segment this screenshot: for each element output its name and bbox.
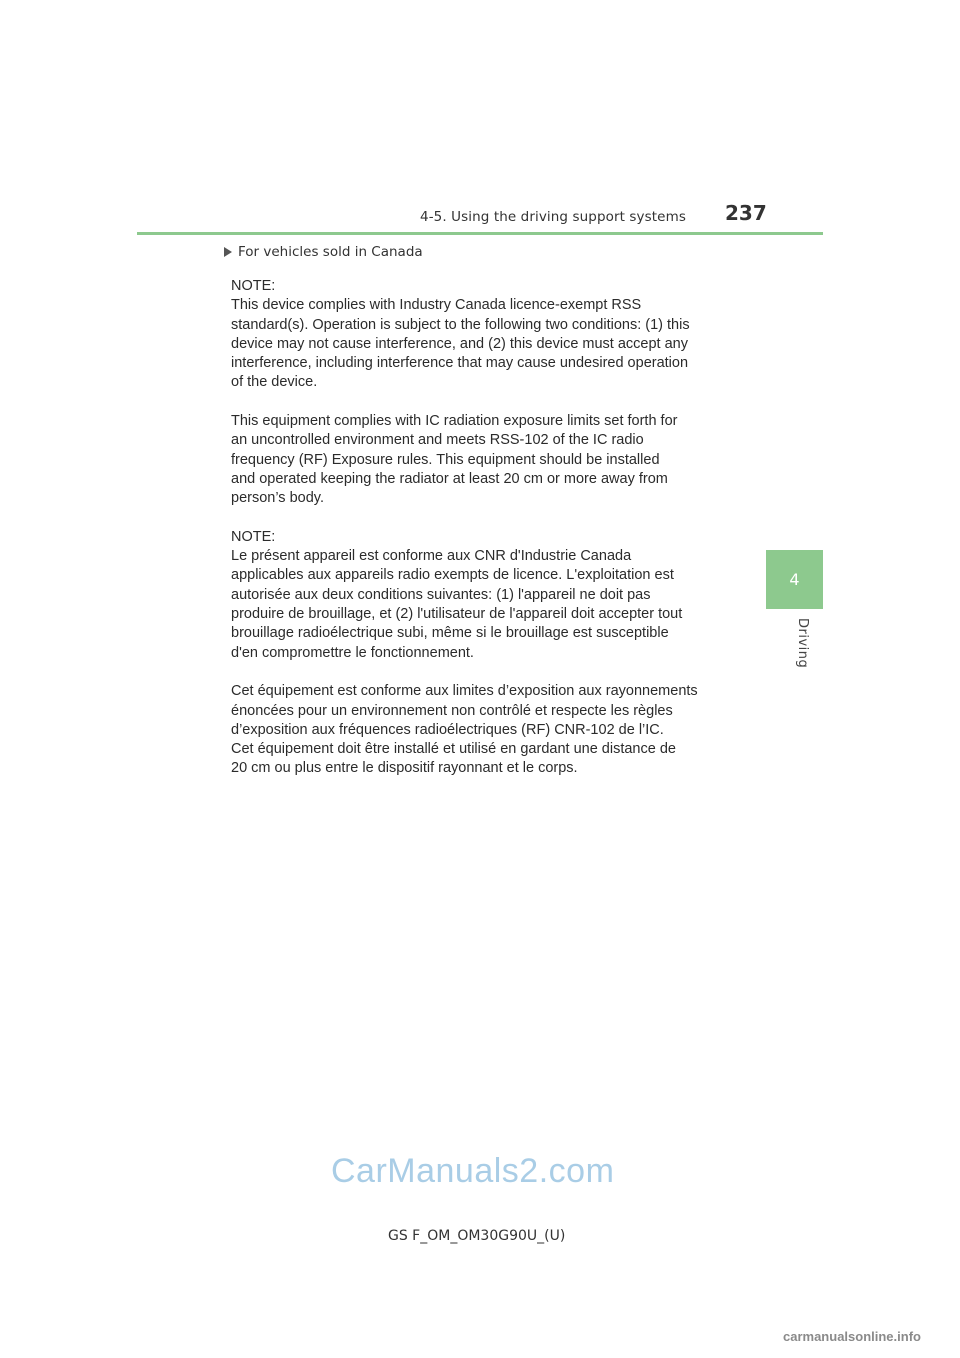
notice-line: 20 cm ou plus entre le dispositif rayonnant et le corps. xyxy=(231,760,578,777)
notice-line: This device complies with Industry Canada licence-exempt RSS xyxy=(231,297,642,314)
notice-line: of the device. xyxy=(231,374,318,391)
notice-line: d'en compromettre le fonctionnement. xyxy=(231,644,474,661)
notice-line: Cet équipement doit être installé et utilisé en gardant une distance de xyxy=(231,741,676,758)
header-divider xyxy=(137,232,823,235)
notice-line: d’exposition aux fréquences radioélectriques (RF) CNR-102 de l’IC. xyxy=(231,721,664,738)
notice-paragraph xyxy=(231,682,741,778)
notice-line: an uncontrolled environment and meets RSS-102 of the IC radio xyxy=(231,432,644,449)
notice-line: standard(s). Operation is subject to the following two conditions: (1) this xyxy=(231,316,690,333)
notice-paragraph xyxy=(231,412,741,508)
triangle-bullet-icon xyxy=(224,247,232,257)
notice-line: frequency (RF) Exposure rules. This equipment should be installed xyxy=(231,451,660,468)
notice-line: NOTE: xyxy=(231,278,276,294)
notice-line: person’s body. xyxy=(231,490,324,507)
document-code: GS F_OM_OM30G90U_(U) xyxy=(388,1228,566,1244)
notice-line: device may not cause interference, and (2) this device must accept any xyxy=(231,335,688,352)
subheading-text: For vehicles sold in Canada xyxy=(238,244,423,260)
notice-line: NOTE: xyxy=(231,528,276,545)
notice-line: énoncées pour un environnement non contrôlé et respecte les règles xyxy=(231,702,673,719)
chapter-tab[interactable] xyxy=(766,550,823,609)
notice-paragraph xyxy=(231,528,741,663)
watermark-text: CarManuals2.com xyxy=(331,1152,615,1190)
page-number: 237 xyxy=(725,201,767,225)
notice-line: interference, including interference that may cause undesired operation xyxy=(231,355,689,372)
notice-line: brouillage radioélectrique subi, même si le brouillage est susceptible xyxy=(231,625,669,642)
notice-line: Le présent appareil est conforme aux CNR d'Industrie Canada xyxy=(231,548,632,565)
notice-line: This equipment complies with IC radiation exposure limits set forth for xyxy=(231,413,678,430)
section-title: 4-5. Using the driving support systems xyxy=(420,209,686,225)
notice-line: and operated keeping the radiator at least 20 cm or more away from xyxy=(231,470,668,487)
chapter-label: Driving xyxy=(795,618,810,669)
notice-line: applicables aux appareils radio exempts de licence. L'exploitation est xyxy=(231,567,674,584)
regulatory-notice xyxy=(231,277,741,798)
notice-line: produire de brouillage, et (2) l'utilisateur de l'appareil doit accepter tout xyxy=(231,606,683,623)
subheading xyxy=(224,244,423,260)
site-logo[interactable]: carmanualsonline.info xyxy=(783,1329,921,1344)
notice-paragraph xyxy=(231,277,741,393)
notice-line: autorisée aux deux conditions suivantes: (1) l'appareil ne doit pas xyxy=(231,586,651,603)
notice-line: Cet équipement est conforme aux limites d’exposition aux rayonnements xyxy=(231,683,698,700)
chapter-number: 4 xyxy=(789,570,800,589)
